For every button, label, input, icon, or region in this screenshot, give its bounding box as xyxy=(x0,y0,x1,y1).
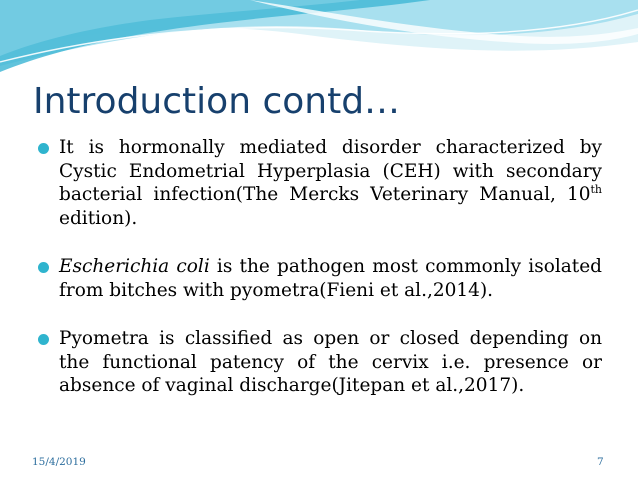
bullet-icon xyxy=(38,143,49,154)
header-wave-decoration xyxy=(0,0,638,80)
page-number: 7 xyxy=(597,456,604,468)
bullet-1-text-after: edition). xyxy=(59,207,138,229)
bullet-text-1 xyxy=(59,137,602,229)
bullet-1-text: It is hormonally mediated disorder characterized by Cystic Endometrial Hyperplasia (CEH) with secondary bacterial infection(The Mercks Veterinary Manual, 10 xyxy=(59,137,602,205)
bullet-item-1 xyxy=(36,136,602,230)
bullet-icon xyxy=(38,262,49,273)
bullet-2-species-name: Escherichia coli xyxy=(59,256,210,277)
bullet-item-2 xyxy=(36,255,602,302)
bullet-icon xyxy=(38,334,49,345)
bullet-text-3: Pyometra is classified as open or closed depending on the functional patency of the cervix i.e. presence or absence of vaginal discharge(Jitepan et al.,2017). xyxy=(59,328,602,396)
slide-title: Introduction contd… xyxy=(33,81,401,122)
bullet-2-text: is the pathogen most commonly isolated from bitches with pyometra(Fieni et al.,2014). xyxy=(59,256,602,301)
bullet-1-superscript: th xyxy=(590,183,602,196)
bullet-list xyxy=(36,136,602,423)
bullet-text-2 xyxy=(59,256,602,301)
bullet-item-3 xyxy=(36,327,602,398)
footer-date: 15/4/2019 xyxy=(32,456,86,468)
